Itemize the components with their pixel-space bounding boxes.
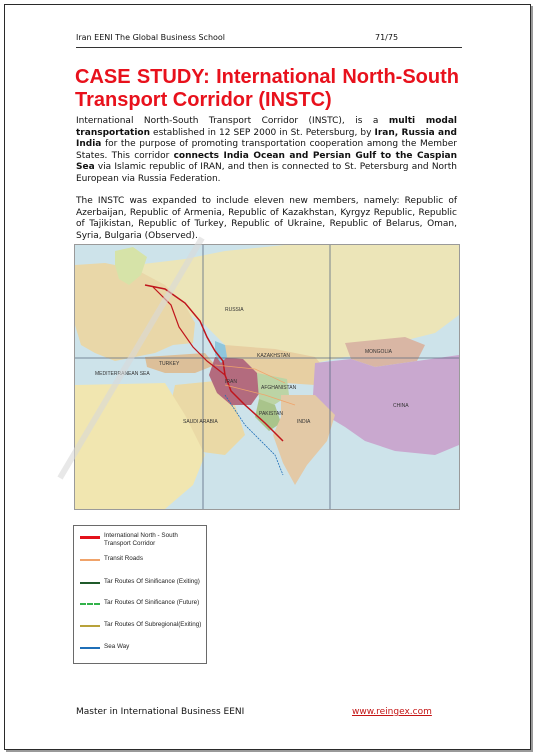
intro-emphasis: connects India Ocean and Persian Gulf to the Caspian Sea (76, 150, 458, 172)
legend-item (80, 643, 202, 663)
legend-label: Transit Roads (104, 555, 143, 562)
page-title: CASE STUDY: International North-South Transport Corridor (INSTC) (75, 66, 459, 111)
legend-item (80, 532, 202, 552)
label-afghanistan: AFGHANISTAN (261, 385, 297, 391)
footer-left: Master in International Business EENI (76, 707, 245, 717)
legend-item (80, 578, 202, 598)
label-china: CHINA (393, 403, 409, 409)
intro-paragraph (76, 116, 457, 185)
corridor-map (74, 244, 460, 510)
legend-item (80, 621, 202, 641)
label-mediterranean: MEDITERRANEAN SEA (95, 371, 150, 377)
label-russia: RUSSIA (225, 307, 244, 313)
intro-text: for the purpose of promoting transportation cooperation among the Member States. This corridor (76, 139, 457, 161)
legend-swatch (80, 536, 100, 539)
header-rule (76, 47, 462, 48)
intro-text: via Islamic republic of IRAN, and then is connected to St. Petersburg and North European via Russia Federation. (76, 162, 457, 184)
legend-label: Tar Routes Of Sinificance (Exiting) (104, 578, 200, 585)
intro-emphasis: Iran, Russia and India (76, 127, 457, 149)
header-title: Iran EENI The Global Business School (76, 33, 226, 42)
legend-label: International North - South Transport Corridor (104, 532, 178, 547)
legend-swatch (80, 603, 100, 605)
legend-swatch (80, 647, 100, 649)
label-iran: IRAN (225, 379, 237, 385)
label-mongolia: MONGOLIA (365, 349, 392, 355)
legend-item (80, 555, 202, 575)
legend-label: Tar Routes Of Sinificance (Future) (104, 599, 200, 606)
legend-item (80, 599, 202, 619)
members-paragraph: The INSTC was expanded to include eleven new members, namely: Republic of Azerbaijan, Republic of Armenia, Republic of Kazakhstan, Kyrgyz Republic, Republic of Tajikistan, Republic of Turkey, Republic of Ukraine, Republic of Belarus, Oman, Syria, Bulgaria (Observed). (76, 196, 457, 241)
label-turkey: TURKEY (159, 361, 180, 367)
footer-link[interactable]: www.reingex.com (352, 707, 432, 717)
legend-label: Sea Way (104, 643, 130, 650)
intro-text: established in 12 SEP 2000 in St. Petersburg, by (150, 127, 375, 138)
label-india: INDIA (297, 419, 311, 425)
legend-swatch (80, 582, 100, 584)
intro-emphasis: multi modal transportation (76, 116, 457, 138)
label-kazakhstan: KAZAKHSTAN (257, 353, 290, 359)
legend-swatch (80, 625, 100, 627)
legend-swatch (80, 559, 100, 561)
page-number: 71/75 (375, 33, 399, 42)
intro-text: International North-South Transport Corridor (INSTC), is a (76, 116, 389, 126)
legend-label: Tar Routes Of Subregional(Exiting) (104, 621, 202, 628)
label-saudi: SAUDI ARABIA (183, 419, 218, 425)
map-legend (73, 525, 207, 664)
label-pakistan: PAKISTAN (259, 411, 283, 417)
